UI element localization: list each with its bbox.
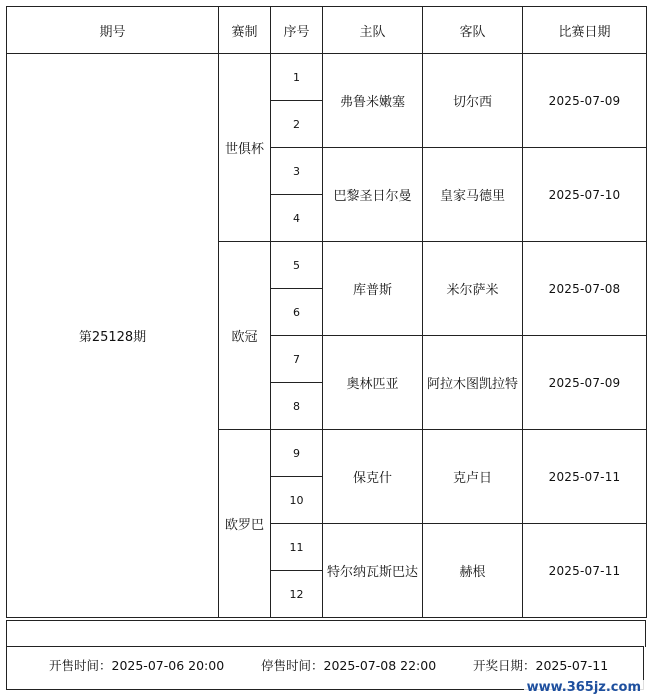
away-team-cell: 米尔萨米: [423, 242, 523, 336]
number-cell: 12: [271, 571, 323, 618]
number-cell: 4: [271, 195, 323, 242]
table-row: [7, 54, 647, 101]
number-cell: 11: [271, 524, 323, 571]
format-cell: 欧冠: [219, 242, 271, 430]
number-cell: 8: [271, 383, 323, 430]
number-cell: 6: [271, 289, 323, 336]
match-date-cell: 2025-07-09: [523, 54, 647, 148]
header-issue: 期号: [7, 7, 219, 54]
number-cell: 9: [271, 430, 323, 477]
number-cell: 2: [271, 101, 323, 148]
issue-cell: 第25128期: [7, 54, 219, 618]
match-date-cell: 2025-07-08: [523, 242, 647, 336]
header-format: 赛制: [219, 7, 271, 54]
number-cell: 7: [271, 336, 323, 383]
away-team-cell: 赫根: [423, 524, 523, 618]
draw-date: 开奖日期：2025-07-11: [473, 658, 609, 673]
number-cell: 3: [271, 148, 323, 195]
sale-start-time: 开售时间：2025-07-06 20:00: [49, 658, 225, 673]
match-date-cell: 2025-07-11: [523, 524, 647, 618]
empty-spacer-row: [6, 620, 646, 647]
match-date-cell: 2025-07-09: [523, 336, 647, 430]
home-team-cell: 保克什: [323, 430, 423, 524]
home-team-cell: 奥林匹亚: [323, 336, 423, 430]
home-team-cell: 库普斯: [323, 242, 423, 336]
number-cell: 1: [271, 54, 323, 101]
header-row: [7, 7, 647, 54]
away-team-cell: 阿拉木图凯拉特: [423, 336, 523, 430]
home-team-cell: 巴黎圣日尔曼: [323, 148, 423, 242]
header-home-team: 主队: [323, 7, 423, 54]
away-team-cell: 克卢日: [423, 430, 523, 524]
match-date-cell: 2025-07-11: [523, 430, 647, 524]
format-cell: 世俱杯: [219, 54, 271, 242]
schedule-table: [6, 6, 647, 618]
match-date-cell: 2025-07-10: [523, 148, 647, 242]
sale-stop-time: 停售时间：2025-07-08 22:00: [261, 658, 437, 673]
home-team-cell: 特尔纳瓦斯巴达: [323, 524, 423, 618]
away-team-cell: 切尔西: [423, 54, 523, 148]
header-number: 序号: [271, 7, 323, 54]
site-watermark: www.365jz.com: [524, 680, 644, 695]
number-cell: 10: [271, 477, 323, 524]
home-team-cell: 弗鲁米嫩塞: [323, 54, 423, 148]
header-match-date: 比赛日期: [523, 7, 647, 54]
format-cell: 欧罗巴: [219, 430, 271, 618]
number-cell: 5: [271, 242, 323, 289]
header-away-team: 客队: [423, 7, 523, 54]
away-team-cell: 皇家马德里: [423, 148, 523, 242]
